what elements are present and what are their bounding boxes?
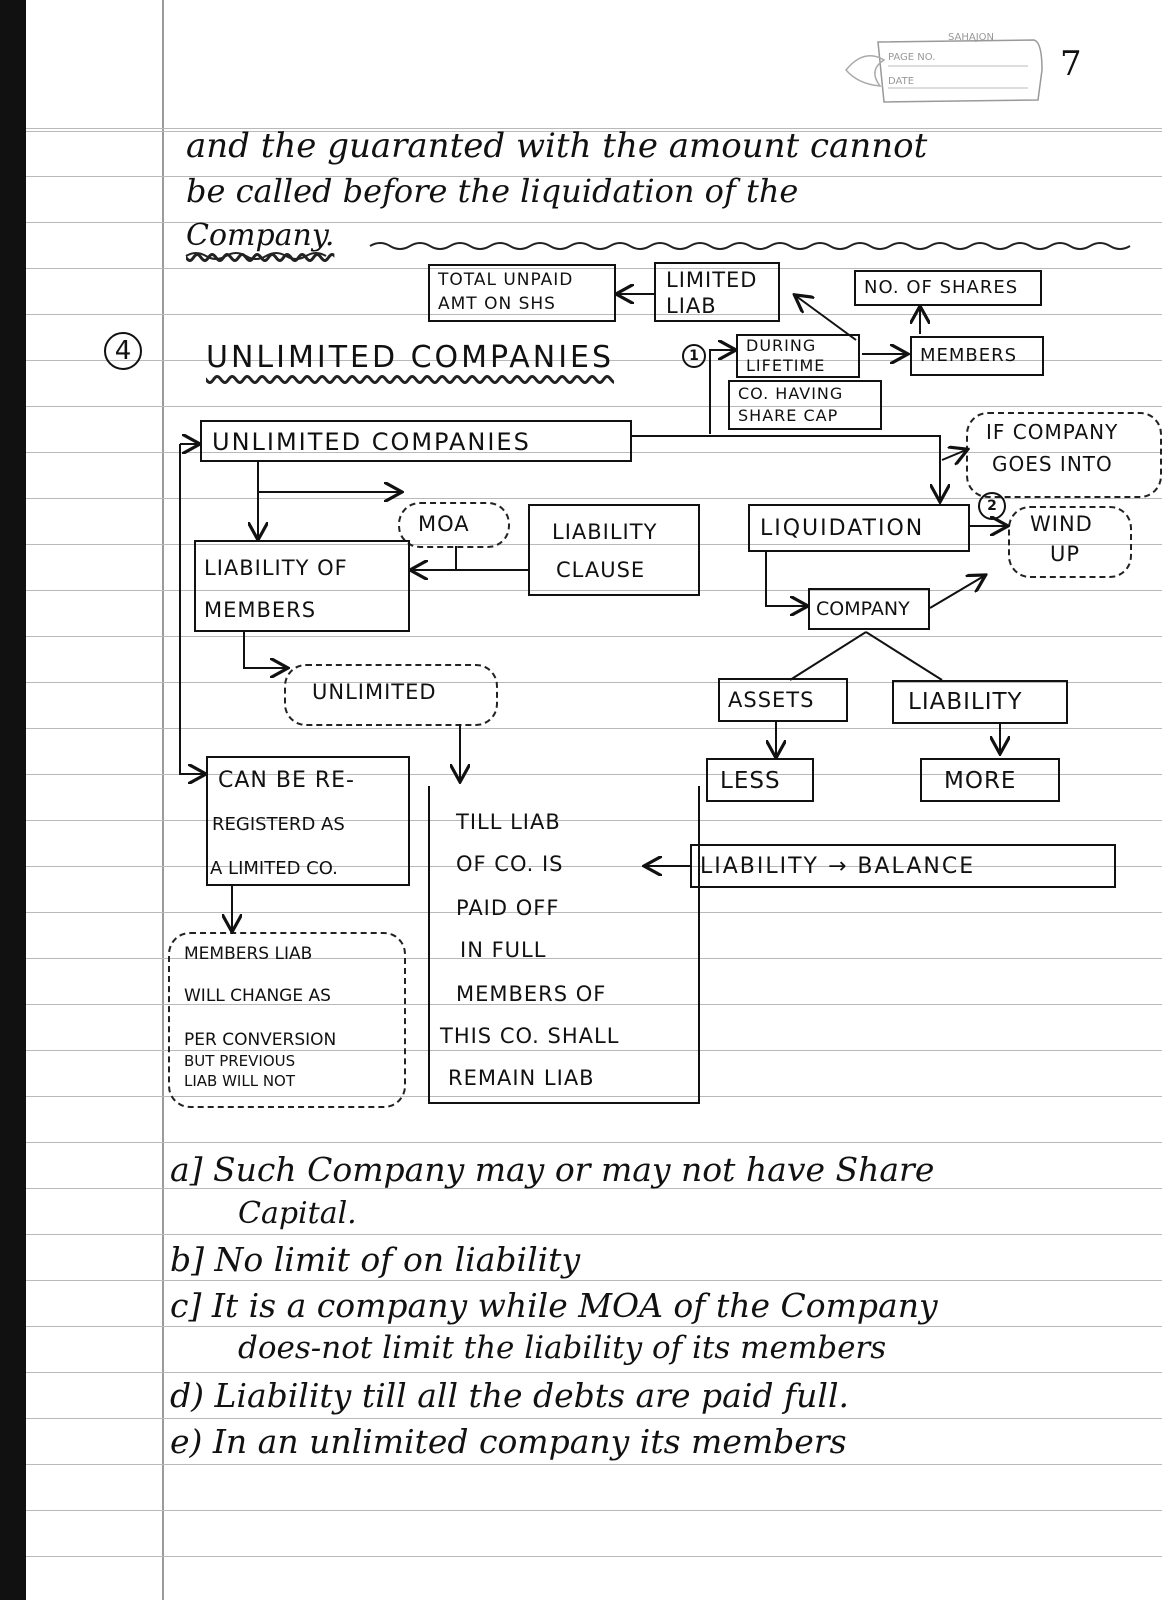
liability-clause-line-1: LIABILITY <box>552 520 658 544</box>
reregister-box <box>206 756 410 886</box>
assets-box <box>718 678 848 722</box>
liability-of-members-line-2: MEMBERS <box>204 598 317 622</box>
till-liab-box <box>428 786 700 1104</box>
till-liab-line-6: THIS CO. SHALL <box>440 1024 620 1048</box>
if-company-line-2: GOES INTO <box>992 452 1113 476</box>
unlimited-cloud <box>284 664 498 726</box>
notebook-binding <box>0 0 26 1600</box>
note-d: d) Liability till all the debts are paid full. <box>170 1376 849 1415</box>
limited-liab-line-2: LIAB <box>666 294 717 318</box>
moa-label: MOA <box>418 512 470 536</box>
co-having-line-2: SHARE CAP <box>738 406 839 425</box>
limited-liab-line-1: LIMITED <box>666 268 758 292</box>
co-having-line-1: CO. HAVING <box>738 384 844 403</box>
till-liab-line-4: IN FULL <box>460 938 547 962</box>
note-a-line-2: Capital. <box>238 1196 357 1231</box>
members-liab-cloud <box>168 932 406 1108</box>
liability-balance-label: LIABILITY → BALANCE <box>700 854 976 879</box>
stamp-page-label: PAGE NO. <box>888 52 936 63</box>
company-box <box>808 588 930 630</box>
liability-label: LIABILITY <box>908 689 1023 715</box>
unlimited-companies-box <box>200 420 632 462</box>
stamp-date-label: DATE <box>888 76 915 87</box>
if-company-cloud <box>966 412 1162 498</box>
liability-clause-line-2: CLAUSE <box>556 558 646 582</box>
members-box <box>910 336 1044 376</box>
liability-box <box>892 680 1068 724</box>
note-b: b] No limit of on liability <box>170 1240 581 1279</box>
note-c-line-2: does-not limit the liability of its members <box>238 1330 887 1366</box>
assets-label: ASSETS <box>728 688 815 712</box>
wind-up-cloud <box>1008 506 1132 578</box>
members-label: MEMBERS <box>920 345 1018 366</box>
reregister-line-1: CAN BE RE- <box>218 768 355 793</box>
liquidation-label: LIQUIDATION <box>760 516 925 541</box>
section-heading: UNLIMITED COMPANIES <box>206 340 615 375</box>
members-liab-line-3: PER CONVERSION <box>184 1030 337 1050</box>
liability-balance-box <box>690 844 1116 888</box>
note-e: e) In an unlimited company its members <box>170 1422 847 1461</box>
members-liab-line-4: BUT PREVIOUS <box>184 1052 296 1070</box>
liability-of-members-box <box>194 540 410 632</box>
section-marker: 4 <box>104 332 142 370</box>
members-liab-line-2: WILL CHANGE AS <box>184 986 331 1006</box>
total-unpaid-line-2: AMT ON SHS <box>438 294 556 314</box>
less-box <box>706 758 814 802</box>
circle-2: 2 <box>978 492 1006 520</box>
no-of-shares-label: NO. OF SHARES <box>864 277 1019 298</box>
till-liab-line-7: REMAIN LIAB <box>448 1066 595 1090</box>
till-liab-line-3: PAID OFF <box>456 896 560 920</box>
less-label: LESS <box>720 768 781 794</box>
during-lifetime-line-2: LIFETIME <box>746 356 826 375</box>
liquidation-box <box>748 504 970 552</box>
limited-liab-box <box>654 262 780 322</box>
members-liab-line-5: LIAB WILL NOT <box>184 1072 296 1090</box>
reregister-line-3: A LIMITED CO. <box>210 858 338 879</box>
wind-up-line-1: WIND <box>1030 512 1093 536</box>
reregister-line-2: REGISTERD AS <box>212 814 345 835</box>
till-liab-line-2: OF CO. IS <box>456 852 564 876</box>
total-unpaid-box <box>428 264 616 322</box>
note-a-line-1: a] Such Company may or may not have Share <box>170 1150 935 1189</box>
note-c-line-1: c] It is a company while MOA of the Company <box>170 1286 938 1325</box>
intro-line-2: be called before the liquidation of the <box>186 172 799 210</box>
during-lifetime-box <box>736 334 860 378</box>
margin-line <box>162 0 164 1600</box>
unlimited-companies-label: UNLIMITED COMPANIES <box>212 428 531 456</box>
no-of-shares-box <box>854 270 1042 306</box>
wind-up-line-2: UP <box>1050 542 1081 566</box>
intro-line-3: Company. <box>186 218 335 253</box>
page-stamp <box>838 30 1048 104</box>
during-lifetime-line-1: DURING <box>746 336 817 355</box>
till-liab-line-5: MEMBERS OF <box>456 982 607 1006</box>
till-liab-line-1: TILL LIAB <box>456 810 561 834</box>
if-company-line-1: IF COMPANY <box>986 420 1119 444</box>
company-label: COMPANY <box>816 598 910 620</box>
unlimited-label: UNLIMITED <box>312 680 437 704</box>
liability-clause-box <box>528 504 700 596</box>
page-number: 7 <box>1060 44 1082 84</box>
more-box <box>920 758 1060 802</box>
intro-line-1: and the guaranted with the amount cannot <box>186 126 928 166</box>
circle-1: 1 <box>682 344 706 368</box>
total-unpaid-line-1: TOTAL UNPAID <box>438 270 574 290</box>
stamp-brand: SAHAJON <box>948 32 995 43</box>
more-label: MORE <box>944 768 1017 794</box>
members-liab-line-1: MEMBERS LIAB <box>184 944 313 964</box>
liability-of-members-line-1: LIABILITY OF <box>204 556 348 580</box>
co-having-box <box>728 380 882 430</box>
moa-cloud <box>398 502 510 548</box>
